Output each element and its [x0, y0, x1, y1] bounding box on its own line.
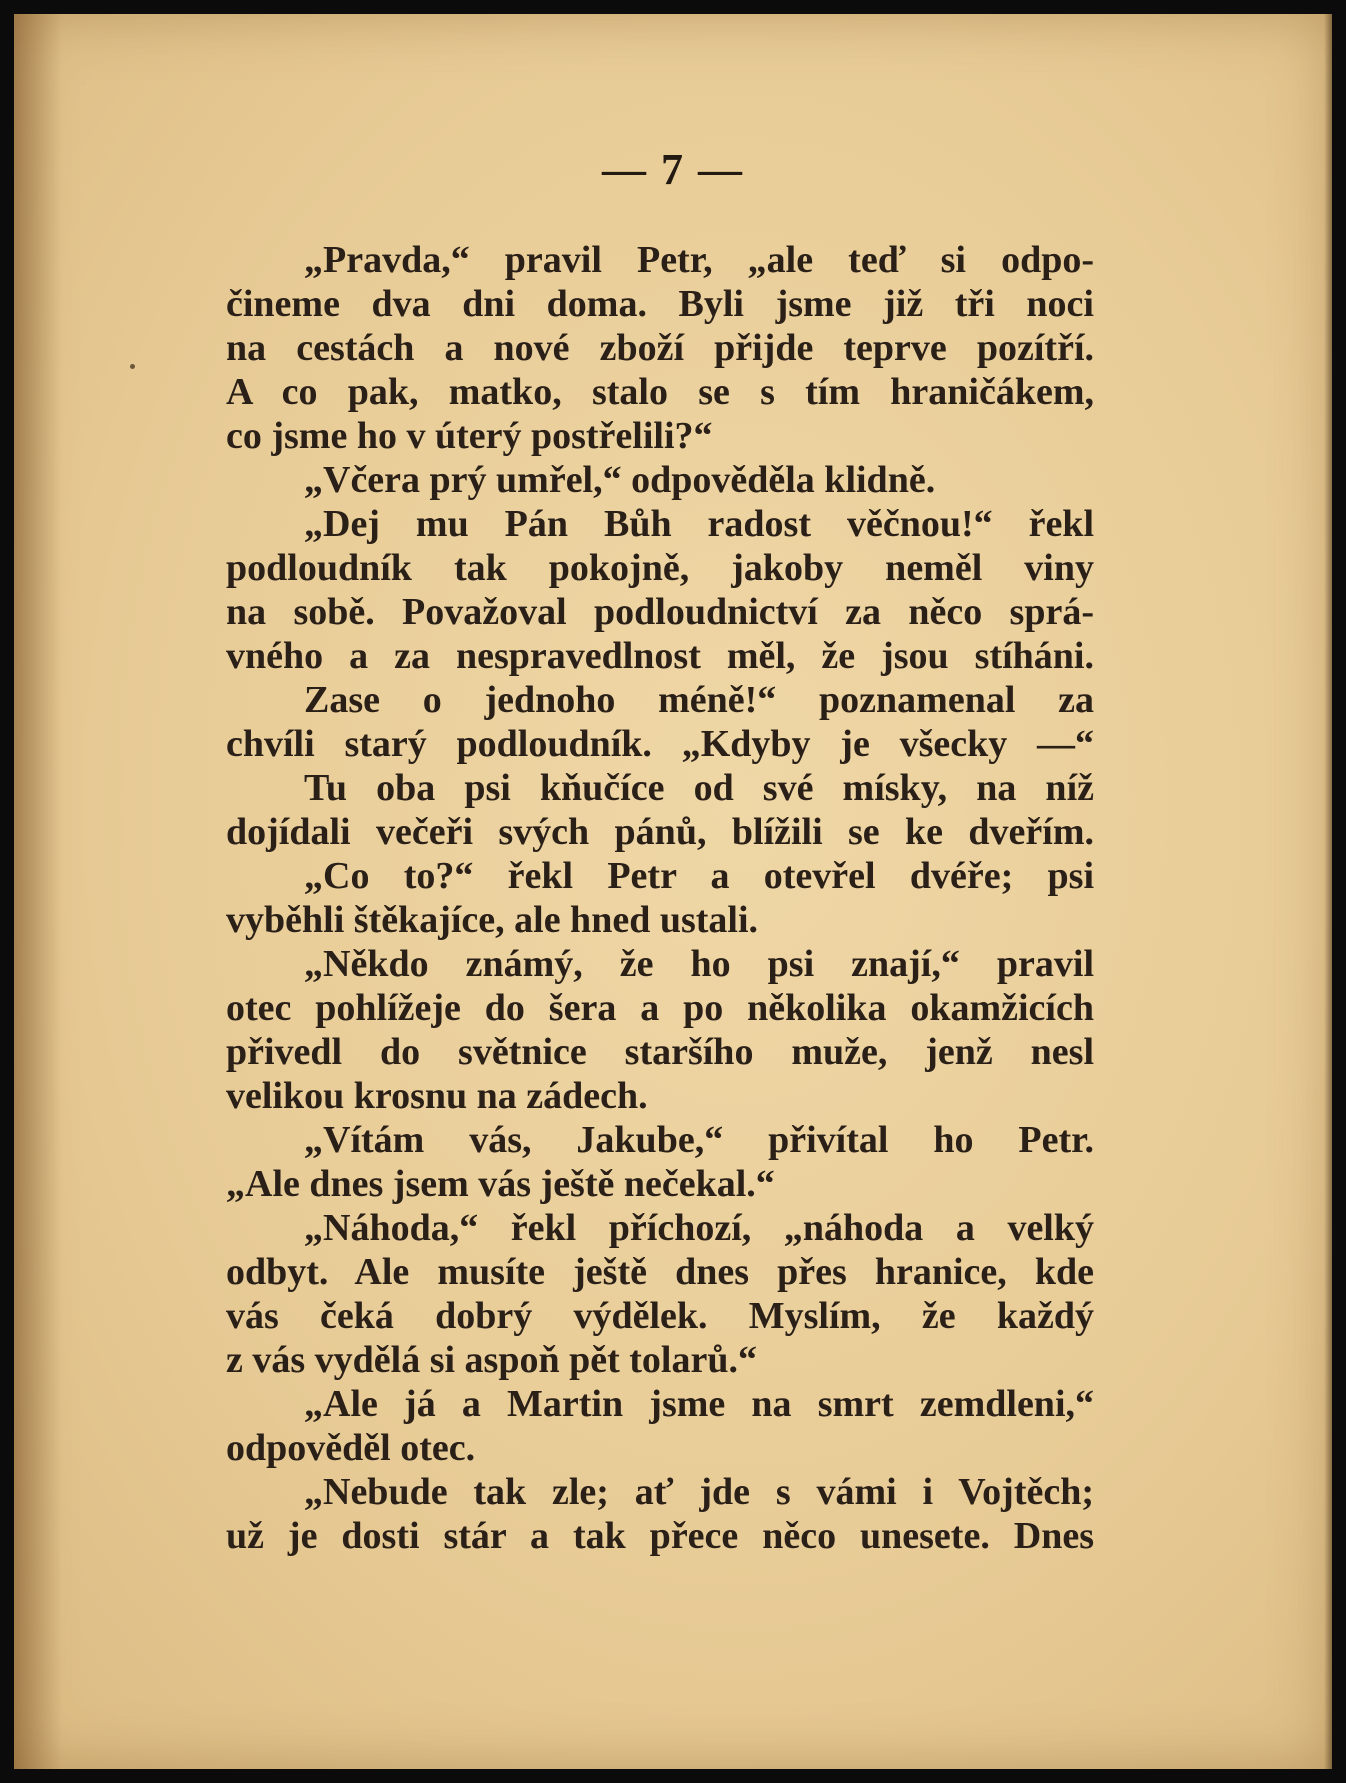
text-line: „Ale já a Martin jsme na smrt zemdleni,“	[304, 1383, 1094, 1425]
text-line: A co pak, matko, stalo se s tím hraničákem,	[226, 371, 1094, 413]
text-line: otec pohlížeje do šera a po několika okamžicích	[226, 987, 1094, 1029]
text-line: odbyt. Ale musíte ještě dnes přes hranice, kde	[226, 1251, 1094, 1293]
text-line: Tu oba psi kňučíce od své mísky, na níž	[304, 767, 1094, 809]
text-line: na sobě. Považoval podloudnictví za něco sprá-	[226, 591, 1094, 633]
text-line: podloudník tak pokojně, jakoby neměl viny	[226, 547, 1094, 589]
text-line: už je dosti stár a tak přece něco unesete. Dnes	[226, 1515, 1094, 1557]
page-spine-shadow	[14, 14, 62, 1769]
text-line: „Náhoda,“ řekl příchozí, „náhoda a velký	[304, 1207, 1094, 1249]
text-line: „Dej mu Pán Bůh radost věčnou!“ řekl	[304, 503, 1094, 545]
page-number: — 7 —	[602, 145, 744, 194]
text-line: „Pravda,“ pravil Petr, „ale teď si odpo-	[304, 239, 1094, 281]
text-line: z vás vydělá si aspoň pět tolarů.“	[226, 1339, 757, 1381]
text-line: co jsme ho v úterý postřelili?“	[226, 415, 713, 457]
text-line: „Vítám vás, Jakube,“ přivítal ho Petr.	[304, 1119, 1094, 1161]
paper-speck	[130, 364, 135, 369]
text-line: vás čeká dobrý výdělek. Myslím, že každý	[226, 1295, 1094, 1337]
text-line: čineme dva dni doma. Byli jsme již tři noci	[226, 283, 1094, 325]
text-line: chvíli starý podloudník. „Kdyby je všecky —“	[226, 723, 1094, 765]
body-text	[226, 238, 1094, 1558]
text-line: velikou krosnu na zádech.	[226, 1075, 648, 1117]
text-line: dojídali večeři svých pánů, blížili se ke dveřím.	[226, 811, 1094, 853]
text-line: přivedl do světnice staršího muže, jenž nesl	[226, 1031, 1094, 1073]
text-line: vného a za nespravedlnost měl, že jsou stíháni.	[226, 635, 1094, 677]
text-line: „Nebude tak zle; ať jde s vámi i Vojtěch;	[304, 1471, 1094, 1513]
book-page	[14, 14, 1332, 1769]
text-line: Zase o jednoho méně!“ poznamenal za	[304, 679, 1094, 721]
page-edge-shadow	[1324, 14, 1332, 1769]
text-line: vyběhli štěkajíce, ale hned ustali.	[226, 899, 759, 941]
text-line: „Co to?“ řekl Petr a otevřel dvéře; psi	[304, 855, 1094, 897]
text-line: „Včera prý umřel,“ odpověděla klidně.	[304, 459, 936, 501]
text-line: „Někdo známý, že ho psi znají,“ pravil	[304, 943, 1094, 985]
text-line: „Ale dnes jsem vás ještě nečekal.“	[226, 1163, 775, 1205]
text-line: na cestách a nové zboží přijde teprve pozítří.	[226, 327, 1094, 369]
text-line: odpověděl otec.	[226, 1427, 476, 1469]
